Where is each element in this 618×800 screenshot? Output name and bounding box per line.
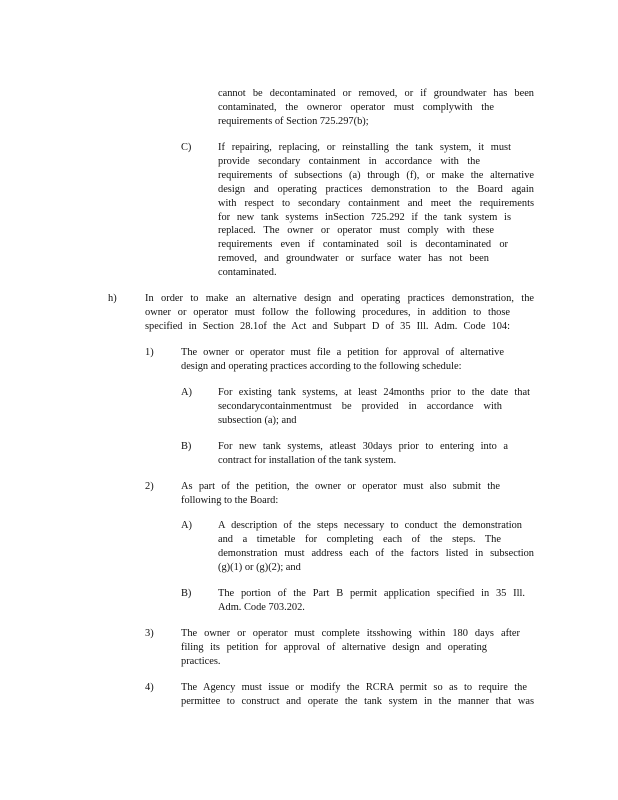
text-line: (g)(1) or (g)(2); and (218, 561, 301, 573)
text-line: For new tank systems, atleast 30days prior to entering into a (218, 441, 508, 452)
item-1-paragraph (181, 346, 534, 374)
text-line: practices. (181, 655, 221, 667)
text-line: The owner or operator must file a petition for approval of alternative (181, 347, 504, 358)
item-2A-paragraph (218, 519, 534, 575)
text-line: If repairing, replacing, or reinstalling the tank system, it must (218, 142, 511, 153)
text-line: replaced. The owner or operator must comply with these (218, 225, 494, 237)
text-line: following to the Board: (181, 494, 279, 506)
item-label-2A: A) (181, 520, 192, 531)
continuation-paragraph (218, 87, 534, 129)
text-line: filing its petition for approval of alternative design and operating (181, 641, 487, 653)
item-1A-paragraph (218, 386, 534, 428)
item-label-4: 4) (145, 682, 154, 693)
text-line: for new tank systems inSection 725.292 if the tank system is (218, 211, 511, 223)
text-line: permittee to construct and operate the tank system in the manner that was (181, 695, 534, 707)
text-line: requirements even if contaminated soil is decontaminated or (218, 239, 508, 251)
text-line: Adm. Code 703.202. (218, 601, 305, 613)
text-line: provide secondary containment in accordance with the (218, 155, 480, 167)
item-4-paragraph (181, 681, 534, 709)
item-label-1A: A) (181, 387, 192, 398)
text-line: For existing tank systems, at least 24months prior to the date that (218, 387, 530, 398)
text-line: cannot be decontaminated or removed, or if groundwater has been (218, 88, 534, 99)
item-2B-paragraph (218, 587, 534, 615)
text-line: contract for installation of the tank system. (218, 454, 397, 466)
text-line: owner or operator must follow the following procedures, in addition to those (145, 306, 510, 318)
item-label-2: 2) (145, 481, 154, 492)
text-line: The Agency must issue or modify the RCRA permit so as to require the (181, 682, 527, 693)
text-line: with respect to secondary containment and meet the requirements (218, 197, 534, 209)
text-line: The portion of the Part B permit application specified in 35 Ill. (218, 588, 525, 599)
item-h-paragraph (145, 292, 534, 334)
text-line: specified in Section 28.1of the Act and Subpart D of 35 Ill. Adm. Code 104: (145, 320, 510, 332)
item-label-1B: B) (181, 441, 192, 452)
text-line: and a timetable for completing each of the steps. The (218, 533, 501, 545)
text-line: demonstration must address each of the factors listed in subsection (218, 547, 534, 559)
text-line: contaminated, the owneror operator must complywith the (218, 101, 494, 113)
text-line: A description of the steps necessary to conduct the demonstration (218, 520, 522, 531)
text-line: requirements of Section 725.297(b); (218, 115, 369, 127)
text-line: design and operating practices according to the following schedule: (181, 360, 462, 372)
text-line: The owner or operator must complete itsshowing within 180 days after (181, 628, 520, 639)
item-3-paragraph (181, 627, 534, 669)
item-C-paragraph (218, 141, 534, 280)
text-line: subsection (a); and (218, 414, 297, 426)
item-label-h: h) (108, 293, 117, 304)
text-line: In order to make an alternative design and operating practices demonstration, the (145, 293, 534, 304)
text-line: contaminated. (218, 267, 277, 279)
text-line: secondarycontainmentmust be provided in accordance with (218, 400, 502, 412)
text-line: design and operating practices demonstration to the Board again (218, 183, 534, 195)
item-2-paragraph (181, 480, 534, 508)
text-line: removed, and groundwater or surface water has not been (218, 253, 489, 265)
text-line: requirements of subsections (a) through (f), or make the alternative (218, 169, 534, 181)
text-line: As part of the petition, the owner or operator must also submit the (181, 481, 500, 492)
item-label-C: C) (181, 142, 192, 153)
item-label-2B: B) (181, 588, 192, 599)
item-1B-paragraph (218, 440, 534, 468)
item-label-3: 3) (145, 628, 154, 639)
item-label-1: 1) (145, 347, 154, 358)
